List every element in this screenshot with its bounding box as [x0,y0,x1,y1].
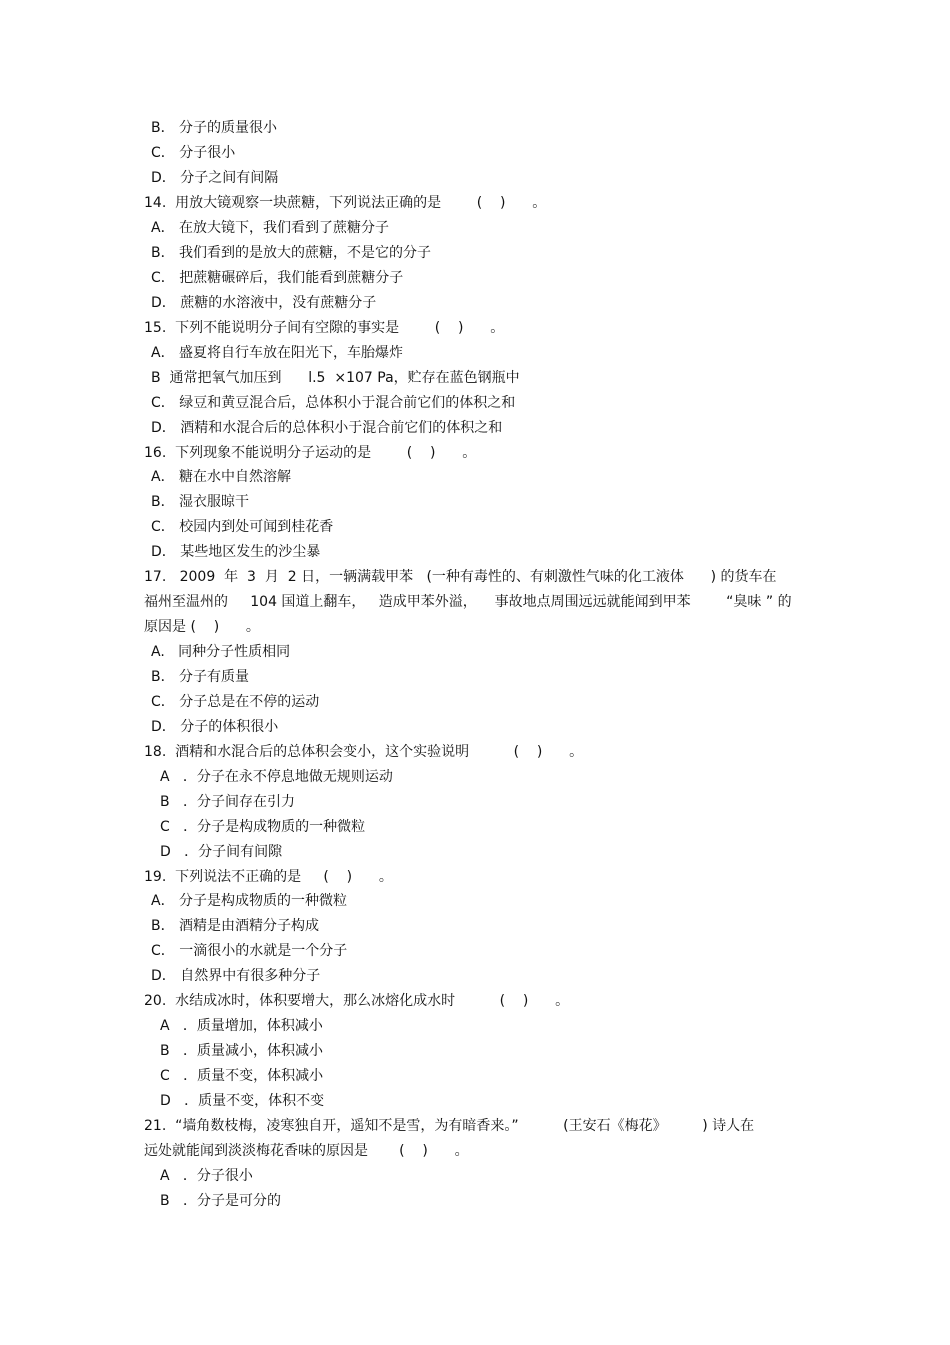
option-b: B 通常把氧气加压到 l.5 ×107 Pa，贮存在蓝色钢瓶中 [151,370,520,386]
option-c: C ．分子是构成物质的一种微粒 [160,819,366,835]
question-20: 20. 水结成冰时，体积要增大，那么冰熔化成水时 ( ) 。 [144,993,570,1009]
question-19: 19. 下列说法不正确的是 ( ) 。 [144,869,393,885]
question-17-line-3: 原因是 ( ) 。 [144,619,260,635]
question-18: 18. 酒精和水混合后的总体积会变小，这个实验说明 ( ) 。 [144,744,584,760]
option-c: C． 分子很小 [151,145,236,161]
option-b: B． 湿衣服晾干 [151,494,250,510]
option-a: A． 分子是构成物质的一种微粒 [151,893,348,909]
option-a: A ．分子很小 [160,1168,253,1184]
question-16: 16. 下列现象不能说明分子运动的是 ( ) 。 [144,445,477,461]
option-d: D． 某些地区发生的沙尘暴 [151,544,321,560]
option-a: A． 在放大镜下，我们看到了蔗糖分子 [151,220,390,236]
option-b: B ．分子是可分的 [160,1193,281,1209]
option-c: C． 绿豆和黄豆混合后，总体积小于混合前它们的体积之和 [151,395,516,411]
option-c: C． 校园内到处可闻到桂花香 [151,519,334,535]
option-c: C． 一滴很小的水就是一个分子 [151,943,348,959]
option-a: A. 同种分子性质相同 [151,644,291,660]
option-a: A． 糖在水中自然溶解 [151,469,292,485]
option-d: D． 分子的体积很小 [151,719,279,735]
option-d: D． 分子之间有间隔 [151,170,279,186]
option-d: D． 自然界中有很多种分子 [151,968,321,984]
option-c: C． 把蔗糖碾碎后，我们能看到蔗糖分子 [151,270,404,286]
option-b: B． 分子有质量 [151,669,250,685]
option-c: C． 分子总是在不停的运动 [151,694,320,710]
question-17-line-2: 福州至温州的 104 国道上翻车， 造成甲苯外溢， 事故地点周围远远就能闻到甲苯 “臭味 ” 的 [144,594,792,610]
option-b: B ．质量减小，体积减小 [160,1043,323,1059]
option-a: A． 盛夏将自行车放在阳光下，车胎爆炸 [151,345,404,361]
option-b: B ．分子间存在引力 [160,794,295,810]
option-b: B． 我们看到的是放大的蔗糖，不是它的分子 [151,245,432,261]
option-a: A ．分子在永不停息地做无规则运动 [160,769,393,785]
option-d: D ．分子间有间隙 [160,844,283,860]
question-21-line-1: 21. “墙角数枝梅，凌寒独自开，遥知不是雪，为有暗香来。” (王安石《梅花》 ) 诗人在 [144,1118,755,1134]
option-b: B． 分子的质量很小 [151,120,278,136]
option-d: D． 蔗糖的水溶液中，没有蔗糖分子 [151,295,377,311]
question-15: 15. 下列不能说明分子间有空隙的事实是 ( ) 。 [144,320,505,336]
question-21-line-2: 远处就能闻到淡淡梅花香味的原因是 ( ) 。 [144,1143,469,1159]
option-d: D ．质量不变，体积不变 [160,1093,325,1109]
option-d: D． 酒精和水混合后的总体积小于混合前它们的体积之和 [151,420,503,436]
question-14: 14. 用放大镜观察一块蔗糖，下列说法正确的是 ( ) 。 [144,195,547,211]
option-c: C ．质量不变，体积减小 [160,1068,324,1084]
option-a: A ．质量增加，体积减小 [160,1018,323,1034]
option-b: B． 酒精是由酒精分子构成 [151,918,320,934]
question-17-line-1: 17. 2009 年 3 月 2 日，一辆满载甲苯 (一种有毒性的、有刺激性气味的化工液体 ) 的货车在 [144,569,777,585]
